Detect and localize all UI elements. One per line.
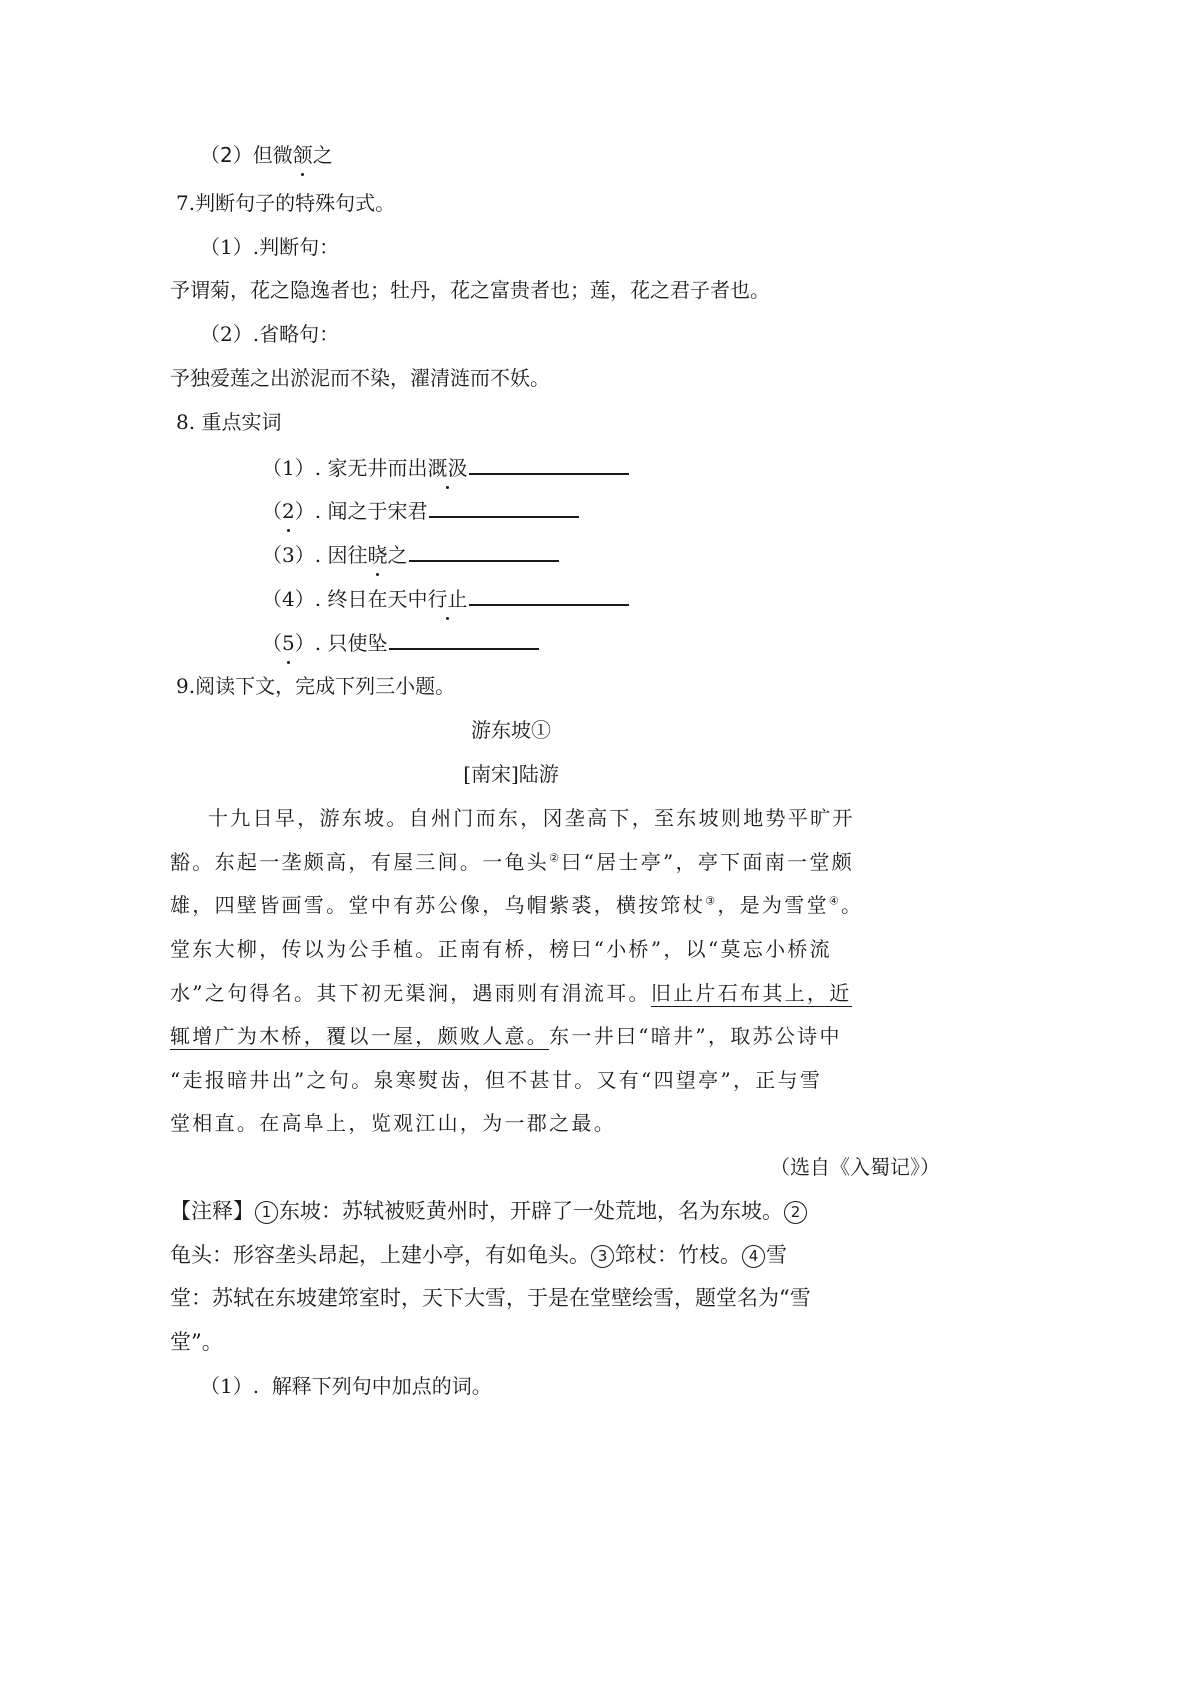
poem-title: 游东坡①	[471, 718, 551, 742]
q7-sentence2: 予独爱莲之出淤泥而不染，濯清涟而不妖。	[170, 366, 550, 390]
q7-sub2: （2）.省略句：	[200, 322, 340, 346]
passage-line-8: 堂相直。在高阜上，览观江山，为一郡之最。	[170, 1111, 616, 1135]
passage-text: 曰“居士亭”，亭下面南一堂颇	[561, 850, 854, 874]
notes-line-3: 堂：苏轼在东坡建筇室时，天下大雪，于是在堂壁绘雪，题堂名为“雪	[170, 1286, 811, 1310]
q6-item-2	[200, 141, 333, 169]
q6-item-2-text: 但微	[252, 143, 293, 167]
q9-sub1-text: 解释下列句中加点的词。	[271, 1374, 492, 1398]
q8-item-2-text: . 闻之于宋君	[314, 499, 428, 523]
circled-number: 4	[742, 1245, 765, 1268]
author-line: [南宋]陆游	[463, 762, 559, 786]
note-text: 筇杖：竹枝。	[615, 1243, 741, 1267]
underlined-sentence: 辄增广为木桥，覆以一屋，颇败人意。	[170, 1024, 550, 1048]
passage-text: 雄，四壁皆画雪。堂中有苏公像，乌帽紫裘，横按筇杖	[170, 893, 706, 917]
notes-line-2	[170, 1241, 787, 1269]
dotted-word: 颔	[292, 143, 313, 167]
q7-title: 7.判断句子的特殊句式。	[176, 191, 396, 215]
notes-label: 【注释】	[170, 1199, 254, 1223]
q8-item-5-text: . 只使坠	[314, 631, 388, 655]
dotted-word: 行止	[427, 587, 468, 611]
q8-item-1	[262, 451, 629, 482]
passage-line-2	[170, 848, 854, 876]
passage-text: ，是为雪堂	[717, 893, 829, 917]
q8-title: 8. 重点实词	[176, 410, 282, 434]
q8-item-5-number: （5）	[262, 631, 315, 655]
circled-number: 2	[784, 1201, 807, 1224]
q8-item-4-number: （4）	[262, 587, 315, 611]
passage-text: 水”之句得名。其下初无渠涧，遇雨则有涓流耳。	[170, 981, 651, 1005]
q9-sub1	[200, 1372, 492, 1400]
q8-item-2	[262, 494, 579, 525]
q9-sub1-number: （1）.	[200, 1374, 260, 1398]
q7-sentence1: 予谓菊，花之隐逸者也；牡丹，花之富贵者也；莲，花之君子者也。	[170, 278, 770, 302]
dotted-word: 溉汲	[427, 456, 468, 480]
passage-line-5	[170, 979, 852, 1007]
passage-text: 。	[841, 893, 864, 917]
answer-blank[interactable]	[469, 582, 629, 606]
passage-line-4: 堂东大柳，传以为公手植。正南有桥，榜曰“小桥”，以“莫忘小桥流	[170, 937, 832, 961]
note-text: 龟头：形容垄头昂起，上建小亭，有如龟头。	[170, 1243, 590, 1267]
dotted-word: 晓	[367, 543, 388, 567]
q8-item-5	[262, 626, 539, 657]
note-text: 雪	[766, 1243, 787, 1267]
passage-text: 东一井曰“暗井”，取苏公诗中	[549, 1024, 842, 1048]
q7-sub1: （1）.判断句：	[200, 235, 340, 259]
q6-item-2-number: （2）	[200, 143, 253, 167]
footnote-marker: ③	[705, 894, 718, 908]
notes-line-4: 堂”。	[170, 1330, 223, 1354]
q8-item-4	[262, 582, 629, 613]
answer-blank[interactable]	[389, 626, 539, 650]
q8-item-4-text: . 终日在天中	[314, 587, 428, 611]
answer-blank[interactable]	[469, 451, 629, 475]
q8-item-2-number: （2）	[262, 499, 315, 523]
q6-item-2-text-end: 之	[312, 143, 333, 167]
circled-number: 3	[591, 1245, 614, 1268]
passage-line-6	[170, 1022, 842, 1050]
answer-blank[interactable]	[429, 494, 579, 518]
passage-text: 豁。东起一垄颇高，有屋三间。一龟头	[170, 850, 550, 874]
answer-blank[interactable]	[409, 538, 559, 562]
circled-number: 1	[255, 1201, 278, 1224]
underlined-sentence: 旧止片石布其上，近	[650, 981, 852, 1005]
footnote-marker: ②	[549, 851, 562, 865]
q8-item-3-text: . 因往	[314, 543, 368, 567]
source-citation: （选自《入蜀记》）	[770, 1155, 940, 1179]
q8-item-3-text-end: 之	[387, 543, 408, 567]
q8-item-1-number: （1）	[262, 456, 315, 480]
q9-title: 9.阅读下文，完成下列三小题。	[176, 674, 456, 698]
notes-line-1	[170, 1197, 808, 1225]
q8-item-1-text: . 家无井而出	[314, 456, 428, 480]
passage-line-1: 十九日早，游东坡。自州门而东，冈垄高下，至东坡则地势平旷开	[208, 806, 855, 830]
q8-item-3-number: （3）	[262, 543, 315, 567]
passage-line-7: “走报暗井出”之句。泉寒熨齿，但不甚甘。又有“四望亭”，正与雪	[170, 1068, 823, 1092]
footnote-marker: ④	[828, 894, 842, 908]
passage-line-3	[170, 891, 863, 919]
note-text: 东坡：苏轼被贬黄州时，开辟了一处荒地，名为东坡。	[279, 1199, 783, 1223]
q8-item-3	[262, 538, 559, 569]
